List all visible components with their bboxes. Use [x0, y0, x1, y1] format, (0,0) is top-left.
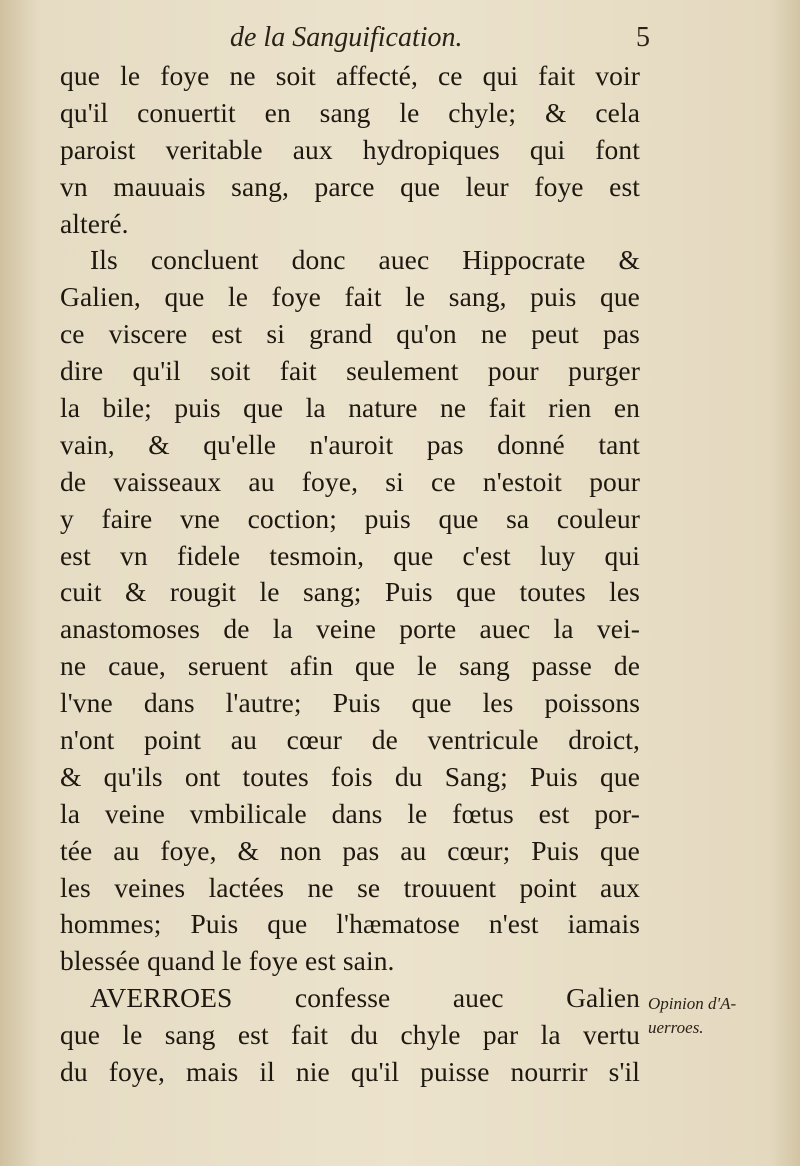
text-line: que le foye ne soit affecté, ce qui fait voir: [60, 60, 640, 91]
text-line: AVERROES confesse auec Galien: [90, 982, 640, 1014]
text-line: qu'il conuertit en sang le chyle; & cela: [60, 96, 640, 128]
text-line: de vaisseaux au foye, si ce n'estoit pour: [60, 465, 640, 497]
text-line: & qu'ils ont toutes fois du Sang; Puis que: [60, 760, 640, 792]
text-line: la bile; puis que la nature ne fait rien en: [60, 392, 640, 424]
text-line: la veine vmbilicale dans le fœtus est por-: [60, 797, 640, 829]
text-line: Galien, que le foye fait le sang, puis que: [60, 281, 640, 313]
text-line: ce viscere est si grand qu'on ne peut pas: [60, 318, 640, 350]
running-title: de la Sanguification.: [230, 22, 463, 53]
text-line: vn mauuais sang, parce que leur foye est: [60, 170, 640, 202]
text-line: est vn fidele tesmoin, que c'est luy qui: [60, 539, 640, 571]
text-line: ne caue, seruent afin que le sang passe de: [60, 650, 640, 682]
text-line: cuit & rougit le sang; Puis que toutes les: [60, 576, 640, 608]
text-line: l'vne dans l'autre; Puis que les poissons: [60, 687, 640, 719]
text-line: vain, & qu'elle n'auroit pas donné tant: [60, 428, 640, 460]
text-line: tée au foye, & non pas au cœur; Puis que: [60, 834, 640, 866]
body-text: [60, 58, 640, 1091]
margin-note-line: uerroes.: [648, 1018, 704, 1037]
margin-note-line: Opinion d'A-: [648, 994, 737, 1013]
text-line: alteré.: [60, 207, 129, 239]
page-number: 5: [636, 22, 650, 53]
text-line: dire qu'il soit fait seulement pour purger: [60, 355, 640, 387]
text-line: paroist veritable aux hydropiques qui font: [60, 133, 640, 165]
text-line: blessée quand le foye est sain.: [60, 945, 395, 977]
text-line: hommes; Puis que l'hæmatose n'est iamais: [60, 908, 640, 940]
text-line: Ils concluent donc auec Hippocrate &: [90, 244, 640, 276]
text-line: n'ont point au cœur de ventricule droict,: [60, 724, 640, 756]
text-line: que le sang est fait du chyle par la vertu: [60, 1019, 640, 1051]
text-line: les veines lactées ne se trouuent point aux: [60, 871, 640, 903]
running-head: [230, 22, 650, 62]
margin-note: [648, 992, 788, 1040]
text-line: du foye, mais il nie qu'il puisse nourrir s'il: [60, 1056, 640, 1088]
text-line: anastomoses de la veine porte auec la vei-: [60, 613, 640, 645]
text-line: y faire vne coction; puis que sa couleur: [60, 502, 640, 534]
